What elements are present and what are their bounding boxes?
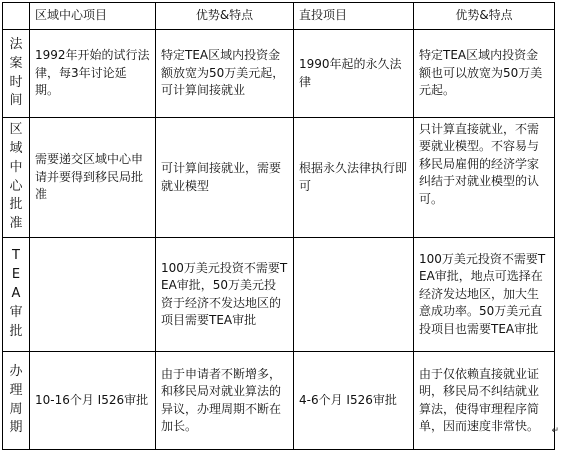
- table-cell: 100万美元投资不需要TEA审批，地点可选择在经济发达地区，加大生意成功率。50万美元直投项目也需要TEA审批: [414, 238, 555, 352]
- table-cell: 需要递交区域中心申请并要得到移民局批准: [30, 118, 156, 238]
- table-cell: 4-6个月 I526审批: [294, 352, 414, 450]
- table-row: [3, 30, 555, 118]
- header-corner: [3, 3, 30, 30]
- table-cell: [30, 238, 156, 352]
- table-cell: 1990年起的永久法律: [294, 30, 414, 118]
- row-label-cell: [3, 118, 30, 238]
- table-cell: 由于仅依赖直接就业证明，移民局不纠结就业算法，使得审理程序简单，因而速度非常快。: [414, 352, 555, 450]
- row-label: 法案时间: [9, 36, 23, 109]
- table-cell: 根据永久法律执行即可: [294, 118, 414, 238]
- row-label: 办理周期: [9, 363, 23, 436]
- header-direct-investment: 直投项目: [294, 3, 414, 30]
- table-cell: 可计算间接就业，需要就业模型: [156, 118, 294, 238]
- table-cell: 特定TEA区域内投资金额也可以放宽为50万美元起。: [414, 30, 555, 118]
- table-cell: 只计算直接就业，不需要就业模型。不容易与移民局雇佣的经济学家纠结于对就业模型的认可。: [414, 118, 555, 238]
- row-label: 区域中心批准: [9, 122, 23, 232]
- row-label: TEA审批: [9, 248, 23, 339]
- row-label-cell: [3, 352, 30, 450]
- table-row: [3, 118, 555, 238]
- row-label-cell: [3, 238, 30, 352]
- paragraph-end-mark: ↵: [551, 426, 559, 436]
- header-direct-advantages: 优势&特点: [414, 3, 555, 30]
- table-row: [3, 352, 555, 450]
- table-cell: 100万美元投资不需要TEA审批，50万美元投资于经济不发达地区的项目需要TEA审批: [156, 238, 294, 352]
- table-cell: 1992年开始的试行法律，每3年讨论延期。: [30, 30, 156, 118]
- table-cell: 由于申请者不断增多，和移民局对就业算法的异议，办理周期不断在加长。: [156, 352, 294, 450]
- header-regional-center: 区域中心项目: [30, 3, 156, 30]
- table-row: [3, 238, 555, 352]
- table-cell: [294, 238, 414, 352]
- table-cell: 特定TEA区域内投资金额放宽为50万美元起，可计算间接就业: [156, 30, 294, 118]
- header-regional-advantages: 优势&特点: [156, 3, 294, 30]
- table-cell: 10-16个月 I526审批: [30, 352, 156, 450]
- comparison-table: [2, 2, 555, 450]
- header-row: [3, 3, 555, 30]
- row-label-cell: [3, 30, 30, 118]
